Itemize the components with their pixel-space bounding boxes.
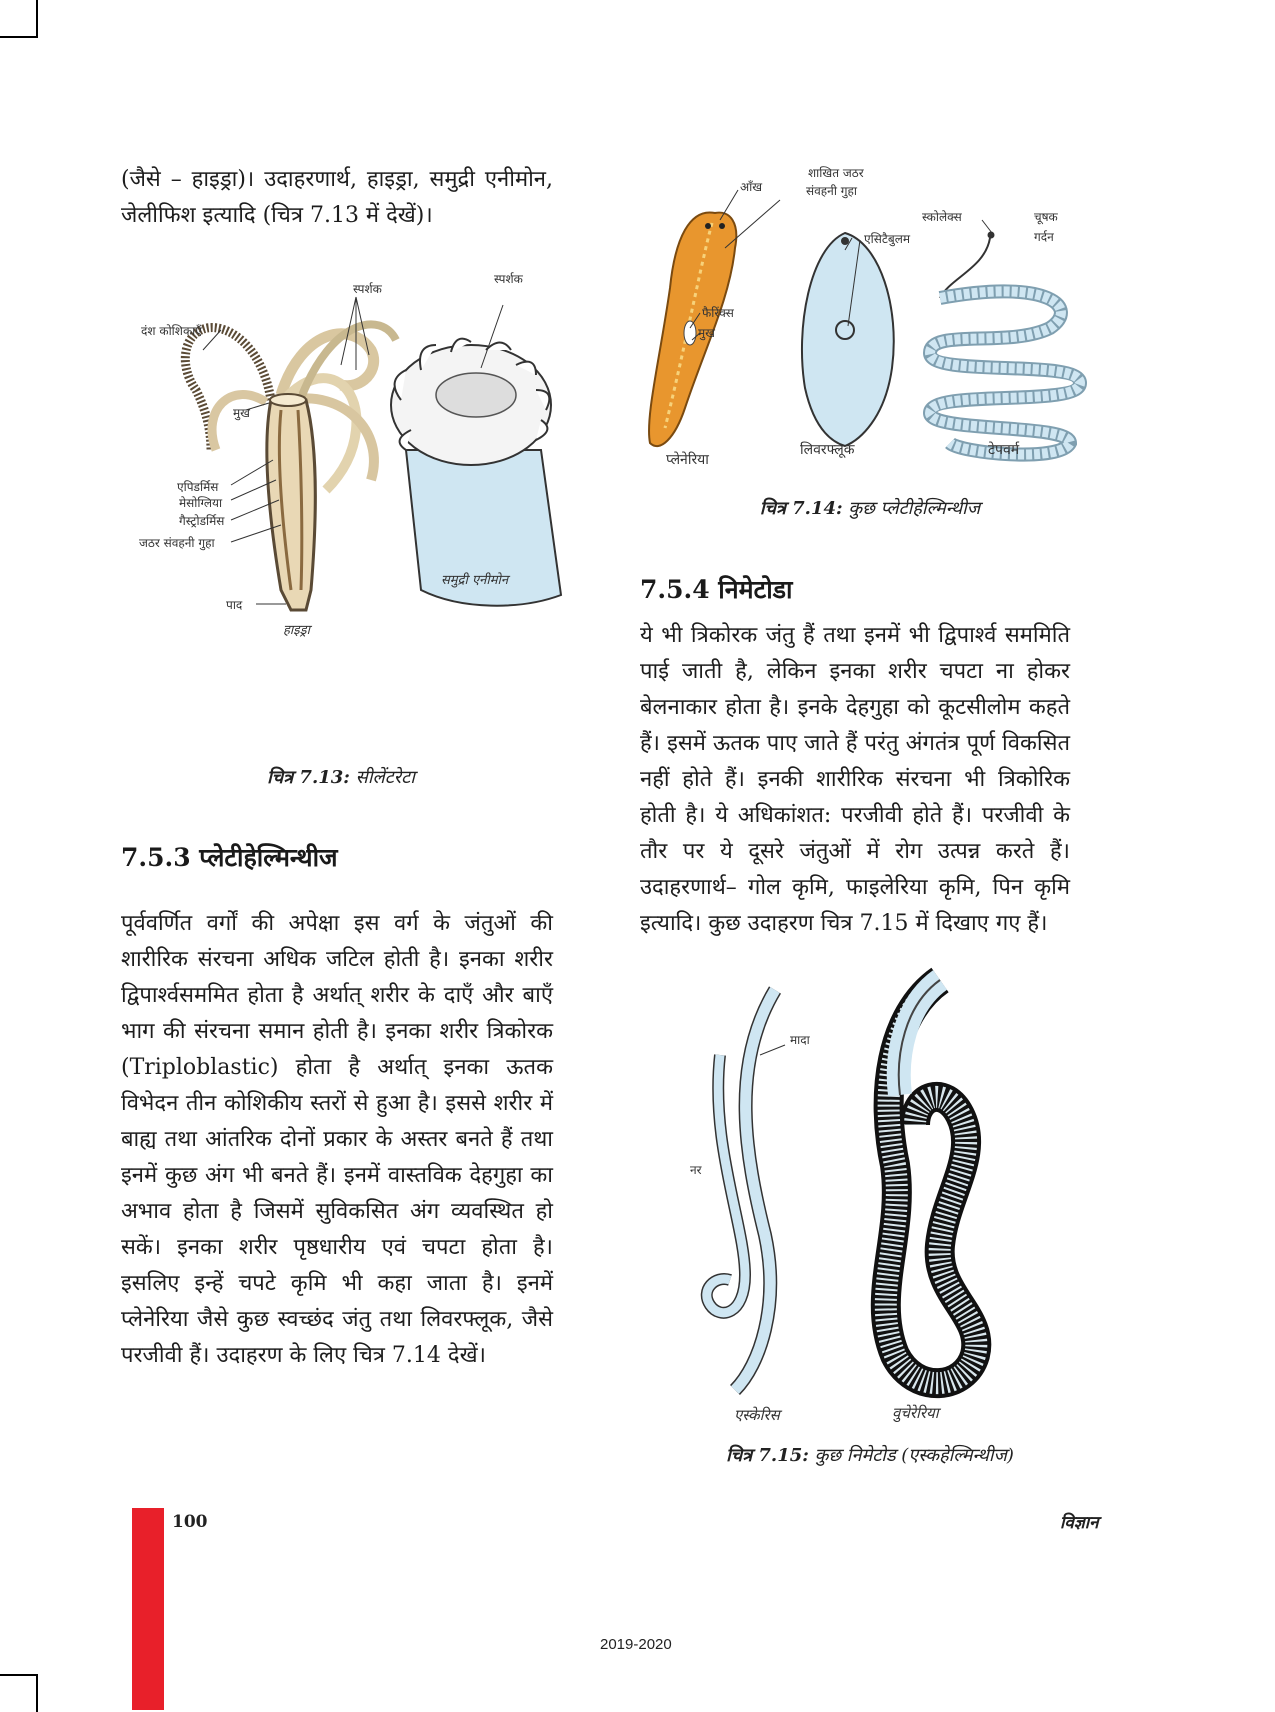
figure-7-14-caption bbox=[630, 496, 1110, 520]
label-acetabulum: एसिटैबुलम bbox=[864, 232, 911, 246]
caption-text: कुछ प्लेटीहेल्मिन्थीज bbox=[848, 498, 981, 519]
tapeworm-drawing bbox=[930, 232, 1080, 455]
label-ascaris: एस्केरिस bbox=[734, 1406, 780, 1424]
label-paad: पाद bbox=[226, 598, 243, 612]
caption-number: चित्र 7.14: bbox=[759, 498, 843, 519]
intro-paragraph: (जैसे – हाइड्रा)। उदाहरणार्थ, हाइड्रा, समुद्री एनीमोन, जेलीफिश इत्यादि (चित्र 7.13 में देखें)। bbox=[121, 167, 553, 228]
label-dansh-koshika: दंश कोशिकाएँ bbox=[141, 324, 202, 338]
label-epidermis: एपिडर्मिस bbox=[177, 480, 219, 494]
nematode-illustration bbox=[690, 975, 1050, 1415]
figure-7-13-caption bbox=[121, 765, 561, 789]
caption-text: कुछ निमेटोड (एस्कहेल्मिन्थीज) bbox=[814, 1445, 1014, 1466]
label-wuchereria: वुचेरेरिया bbox=[892, 1404, 939, 1422]
figure-7-15 bbox=[690, 975, 1050, 1424]
label-samudri-anemone: समुद्री एनीमोन bbox=[441, 573, 509, 588]
caption-number: चित्र 7.13: bbox=[267, 767, 350, 788]
label-aankh: आँख bbox=[740, 180, 763, 194]
figure-7-13 bbox=[121, 272, 561, 700]
label-gastrodermis: गैस्ट्रोडर्मिस bbox=[179, 514, 225, 528]
year-footer: 2019-2020 bbox=[600, 1636, 672, 1653]
label-mada: मादा bbox=[790, 1033, 810, 1047]
figure-7-15-caption bbox=[630, 1443, 1110, 1467]
label-sparshak-hydra: स्पर्शक bbox=[353, 282, 382, 296]
label-jathar-guha: जठर संवहनी गुहा bbox=[139, 536, 215, 550]
label-gardan: गर्दन bbox=[1034, 230, 1054, 244]
label-mesoglia: मेसोग्लिया bbox=[179, 496, 223, 510]
label-scolex: स्कोलेक्स bbox=[922, 210, 962, 224]
book-title: विज्ञान bbox=[1060, 1513, 1099, 1533]
caption-number: चित्र 7.15: bbox=[726, 1445, 809, 1466]
figure-7-14 bbox=[630, 166, 1110, 468]
wuchereria-drawing bbox=[886, 980, 977, 1383]
caption-text: सीलेंटरेटा bbox=[355, 767, 415, 788]
label-planaria: प्लेनेरिया bbox=[666, 452, 709, 468]
platyhelminthes-paragraph: पूर्ववर्णित वर्गों की अपेक्षा इस वर्ग के जंतुओं की शारीरिक संरचना अधिक जटिल होती है। इनका शरीर द्विपार्श्वसममित होता है अर्थात् शरीर के दाएँ और बाएँ भाग की संरचना समान होती है। इनका शरीर त्रिकोरक (Triploblastic) होता है अर्थात् इनका ऊतक विभेदन तीन कोशिकीय स्तरों से हुआ है। इससे शरीर में बाह्य तथा आंतरिक दोनों प्रकार के अस्तर बनते हैं तथा इनमें कुछ अंग भी बनते हैं। इनमें वास्तविक देहगुहा का अभाव होता है जिसमें सुविकसित अंग व्यवस्थित हो सकें। इनका शरीर पृष्ठधारीय एवं चपटा होता है। इसलिए इन्हें चपटे कृमि भी कहा जाता है। इनमें प्लेनेरिया जैसे कुछ स्वच्छंद जंतु तथा लिवरफ्लूक, जैसे परजीवी हैं। उदाहरण के लिए चित्र 7.14 देखें। bbox=[121, 911, 553, 1368]
label-sparshak-anemone: स्पर्शक bbox=[494, 272, 523, 286]
page-number: 100 bbox=[172, 1512, 208, 1532]
label-nar: नर bbox=[690, 1163, 702, 1177]
label-mukh: मुख bbox=[233, 406, 250, 420]
nematoda-paragraph: ये भी त्रिकोरक जंतु हैं तथा इनमें भी द्विपार्श्व सममिति पाई जाती है, लेकिन इनका शरीर चपटा ना होकर बेलनाकार होता है। इनके देहगुहा को कूटसीलोम कहते हैं। इसमें ऊतक पाए जाते हैं परंतु अंगतंत्र पूर्ण विकसित नहीं होते हैं। इनकी शारीरिक संरचना भी त्रिकोरिक होती है। ये अधिकांशत: परजीवी होते हैं। परजीवी के तौर पर ये दूसरे जंतुओं में रोग उत्पन्न करते हैं। उदाहरणार्थ– गोल कृमि, फाइलेरिया कृमि, पिन कृमि इत्यादि। कुछ उदाहरण चित्र 7.15 में दिखाए गए हैं। bbox=[640, 623, 1070, 936]
label-chushak: चूषक bbox=[1034, 210, 1058, 224]
label-hydra: हाइड्रा bbox=[283, 623, 310, 638]
section-heading-platyhelminthes: 7.5.3 प्लेटीहेल्मिन्थीज bbox=[121, 843, 338, 872]
label-samvahni-guha: संवहनी गुहा bbox=[806, 184, 857, 198]
planaria-drawing bbox=[649, 212, 736, 446]
crop-mark-top-left bbox=[0, 0, 38, 38]
label-planaria-mukh: मुख bbox=[698, 326, 715, 340]
label-tapeworm: टेपवर्म bbox=[988, 442, 1020, 458]
sea-anemone-drawing bbox=[391, 339, 561, 606]
red-margin-bar bbox=[132, 1508, 164, 1710]
liverfluke-drawing bbox=[802, 233, 894, 446]
label-shakhit-jathar: शाखित जठर bbox=[808, 166, 864, 180]
crop-mark-bottom-left bbox=[0, 1674, 38, 1712]
section-heading-nematoda: 7.5.4 निमेटोडा bbox=[640, 575, 793, 604]
label-pharynx: फैरिंक्स bbox=[702, 306, 734, 320]
label-liverfluke: लिवरफ्लूक bbox=[800, 442, 855, 458]
ascaris-drawing bbox=[707, 990, 775, 1390]
hydra-drawing bbox=[185, 324, 396, 610]
